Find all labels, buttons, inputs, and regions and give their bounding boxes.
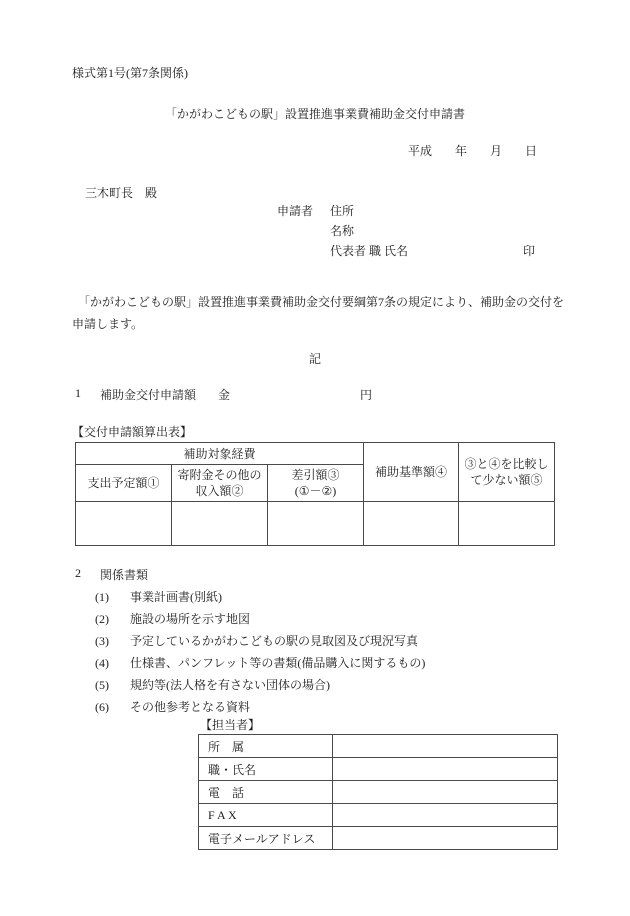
calc-col3-line2: (①－②) bbox=[294, 484, 337, 498]
calc-group-header: 補助対象経費 bbox=[76, 443, 364, 465]
calc-col5-line2: て少ない額⑤ bbox=[470, 473, 543, 487]
doc-item-num: (4) bbox=[95, 656, 109, 670]
contact-value-title-name bbox=[333, 758, 558, 781]
calc-col5-line1: ③と④を比較し bbox=[464, 457, 549, 471]
contact-value-department bbox=[333, 735, 558, 758]
document-list-item bbox=[95, 610, 250, 627]
item1-label: 補助金交付申請額 bbox=[100, 388, 197, 402]
contact-label-title-name: 職・氏名 bbox=[199, 758, 333, 781]
calc-value-donation-income bbox=[172, 502, 268, 546]
doc-item-text: 事業計画書(別紙) bbox=[130, 590, 222, 604]
doc-item-text: その他参考となる資料 bbox=[130, 700, 251, 714]
date-line bbox=[408, 142, 537, 159]
document-list-item bbox=[95, 698, 250, 715]
calc-value-difference bbox=[268, 502, 364, 546]
date-month-label: 月 bbox=[490, 144, 503, 158]
contact-row-title-name bbox=[199, 758, 558, 781]
contact-value-fax bbox=[333, 804, 558, 827]
doc-item-num: (3) bbox=[95, 634, 109, 648]
doc-item-num: (6) bbox=[95, 700, 109, 714]
documents-label: 関係書類 bbox=[100, 568, 149, 582]
currency-suffix: 円 bbox=[360, 388, 373, 402]
calc-col-difference bbox=[268, 465, 364, 502]
item1-number: 1 bbox=[75, 386, 81, 400]
contact-label-phone: 電 話 bbox=[199, 781, 333, 804]
form-number: 様式第1号(第7条関係) bbox=[72, 66, 188, 80]
calc-col2-line2: 収入額② bbox=[195, 484, 244, 498]
seal-mark: 印 bbox=[523, 244, 536, 258]
contact-table-caption: 【担当者】 bbox=[200, 718, 261, 732]
calculation-table bbox=[75, 442, 555, 546]
doc-item-num: (2) bbox=[95, 612, 109, 626]
contact-label-email: 電子メールアドレス bbox=[199, 827, 333, 850]
notice-marker: 記 bbox=[308, 352, 321, 366]
doc-item-text: 規約等(法人格を有さない団体の場合) bbox=[130, 678, 330, 692]
contact-value-phone bbox=[333, 781, 558, 804]
date-day-label: 日 bbox=[525, 144, 538, 158]
addressee: 三木町長 殿 bbox=[85, 186, 158, 200]
calc-table-caption: 【交付申請額算出表】 bbox=[72, 425, 193, 439]
date-era: 平成 bbox=[408, 144, 433, 158]
doc-item-num: (5) bbox=[95, 678, 109, 692]
currency-prefix: 金 bbox=[218, 388, 231, 402]
calc-col-base-amount: 補助基準額④ bbox=[364, 443, 459, 502]
contact-value-email bbox=[333, 827, 558, 850]
calc-col3-line1: 差引額③ bbox=[291, 468, 340, 482]
contact-row-email bbox=[199, 827, 558, 850]
body-paragraph: 「かがわこどもの駅」設置推進事業費補助金交付要綱第7条の規定により、補助金の交付を申請します。 bbox=[72, 295, 565, 331]
contact-label-fax: F A X bbox=[199, 804, 333, 827]
contact-label-department: 所 属 bbox=[199, 735, 333, 758]
doc-item-text: 予定しているかがわこどもの駅の見取図及び現況写真 bbox=[130, 634, 419, 648]
document-list-item bbox=[95, 632, 418, 649]
calc-col-lesser-amount bbox=[459, 443, 555, 502]
document-list-item bbox=[95, 676, 330, 693]
contact-row-fax bbox=[199, 804, 558, 827]
doc-item-num: (1) bbox=[95, 590, 109, 604]
contact-table bbox=[198, 734, 558, 850]
calc-col2-line1: 寄附金その他の bbox=[177, 468, 262, 482]
contact-row-phone bbox=[199, 781, 558, 804]
date-year-label: 年 bbox=[455, 144, 468, 158]
document-title: 「かがわこどもの駅」設置推進事業費補助金交付申請書 bbox=[164, 107, 465, 121]
doc-item-text: 仕様書、パンフレット等の書類(備品購入に関するもの) bbox=[130, 656, 426, 670]
calc-value-planned-expense bbox=[76, 502, 172, 546]
applicant-representative-label: 代表者 職 氏名 bbox=[330, 244, 409, 258]
applicant-name-label: 名称 bbox=[330, 224, 355, 238]
calc-col-planned-expense: 支出予定額① bbox=[76, 465, 172, 502]
applicant-address-label: 住所 bbox=[330, 204, 355, 218]
contact-row-department bbox=[199, 735, 558, 758]
calc-value-lesser-amount bbox=[459, 502, 555, 546]
document-list-item bbox=[95, 588, 222, 605]
applicant-label: 申請者 bbox=[277, 204, 314, 218]
doc-item-text: 施設の場所を示す地図 bbox=[130, 612, 251, 626]
documents-number: 2 bbox=[75, 566, 81, 580]
calc-value-base-amount bbox=[364, 502, 459, 546]
calc-col-donation-income bbox=[172, 465, 268, 502]
document-list-item bbox=[95, 654, 425, 671]
